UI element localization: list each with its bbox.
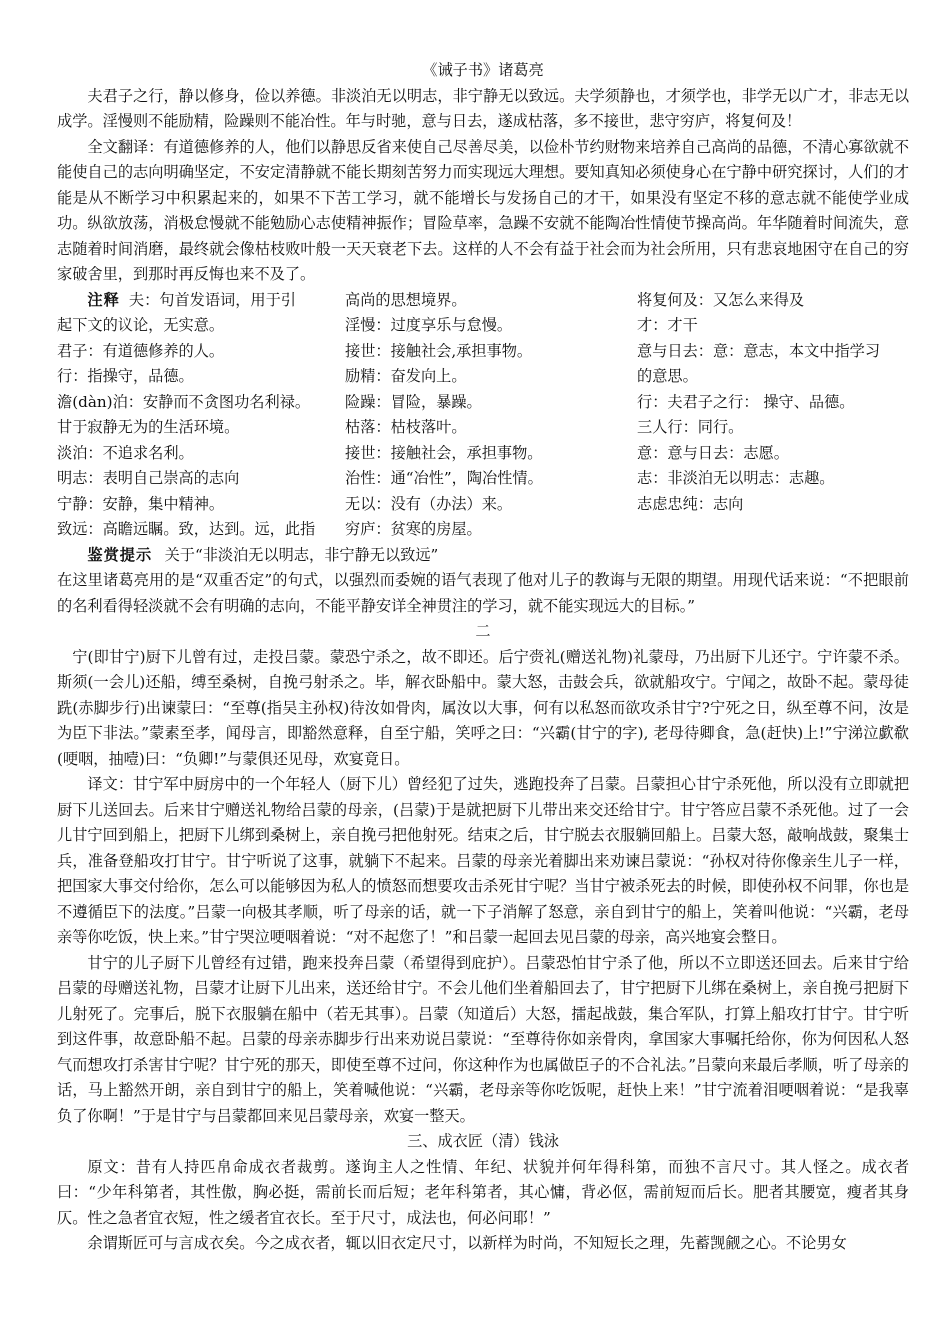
note-line: 高尚的思想境界。 [345, 290, 467, 309]
note-line: 意与日去：意：意志，本文中指学习 [637, 341, 880, 360]
document-page [57, 58, 909, 1257]
note-line: 甘于寂静无为的生活环境。 [57, 418, 240, 436]
note-line: 志虑忠纯：志向 [637, 494, 744, 513]
section1-title: 《诫子书》诸葛亮 [422, 61, 544, 79]
note-line: 淡泊：不追求名利。 [57, 443, 194, 462]
note-line: 志：非淡泊无以明志：志趣。 [637, 469, 835, 487]
note-line: 致远：高瞻远瞩。致，达到。远，此指 [57, 520, 316, 538]
note-line: 宁静：安静，集中精神。 [57, 494, 225, 513]
notes-column-2 [345, 288, 637, 543]
appreciation-body: 在这里诸葛亮用的是“双重否定”的句式，以强烈而委婉的语气表现了他对儿子的教诲与无限的期望。用现代话来说：“不把眼前的名利看得轻淡就不会有明确的志向，不能平静安详全神贯注的学习，就不能实现远大的目标。” [57, 571, 909, 615]
section2-translation-1: 译文：甘宁军中厨房中的一个年轻人（厨下儿）曾经犯了过失，逃跑投奔了吕蒙。吕蒙担心甘宁杀死他，所以没有立即就把厨下儿送回去。后来甘宁赠送礼物给吕蒙的母亲，(吕蒙)于是就把厨下儿带出来交还给甘宁。甘宁答应吕蒙不杀死他。过了一会儿甘宁回到船上，把厨下儿绑到桑树上，亲自挽弓把他射死。结束之后，甘宁脱去衣服躺回船上。吕蒙大怒，敲响战鼓，聚集士兵，准备登船攻打甘宁。甘宁听说了这事，就躺下不起来。吕蒙的母亲光着脚出来劝谏吕蒙说：“孙权对待你像亲生儿子一样，把国家大事交付给你，怎么可以能够因为私人的愤怒而想要攻击杀死甘宁呢？当甘宁被杀死去的时候，即使孙权不问罪，你也是不遵循臣下的法度。”吕蒙一向极其孝顺，听了母亲的话，就一下子消解了怒意，亲自到甘宁的船上，笑着叫他说：“兴霸，老母亲等你吃饭，快上来。”甘宁哭泣哽咽着说：“对不起您了！”和吕蒙一起回去见吕蒙的母亲，高兴地宴会整日。 [57, 775, 909, 946]
note-line: 接世：接触社会,承担事物。 [345, 341, 533, 360]
note-line: 淫慢：过度享乐与怠慢。 [345, 316, 513, 334]
note-line: 接世：接触社会，承担事物。 [345, 443, 543, 462]
section2-title: 二 [475, 622, 491, 640]
note-line: 三人行：同行。 [637, 418, 744, 436]
notes-label: 注释 [87, 290, 120, 309]
section1-translation: 全文翻译：有道德修养的人，他们以静思反省来使自己尽善尽美，以俭朴节约财物来培养自己高尚的品德，不清心寡欲就不能使自己的志向明确坚定，不安定清静就不能长期刻苦努力而实现远大理想。要知真知必须使身心在宁静中研究探讨，人们的才能是从不断学习中积累起来的，如果不下苦工学习，就不能增长与发扬自己的才干，如果没有坚定不移的意志就不能使学业成功。纵欲放荡，消极怠慢就不能勉励心志使精神振作；冒险草率，急躁不安就不能陶冶性情使节操高尚。年华随着时间流失，意志随着时间消磨，最终就会像枯枝败叶般一天天衰老下去。这样的人不会有益于社会而为社会所用，只有悲哀地困守在自己的穷家破舍里，到那时再反悔也来不及了。 [57, 137, 909, 283]
section3-original-text: 原文：昔有人持匹帛命成衣者裁剪。遂询主人之性情、年纪、状貌并何年得科第，而独不言尺寸。其人怪之。成衣者曰：“少年科第者，其性傲，胸必挺，需前长而后短；老年科第者，其心慵，背必伛，需前短而后长。肥者其腰宽，瘦者其身仄。性之急者宜衣短，性之缓者宜衣长。至于尺寸，成法也，何必问耶！” [57, 1157, 909, 1227]
note-line: 才：才干 [637, 316, 698, 334]
section3-title: 三、成衣匠（清）钱泳 [407, 1132, 559, 1150]
notes-table [57, 288, 909, 543]
section2-translation-2: 甘宁的儿子厨下儿曾经有过错，跑来投奔吕蒙（希望得到庇护）。吕蒙恐怕甘宁杀了他，所以不立即送还回去。后来甘宁给吕蒙的母赠送礼物，吕蒙才让厨下儿出来，送还给甘宁。不会儿他们坐着船回去了，甘宁把厨下儿绑在桑树上，亲自挽弓把厨下儿射死了。完事后，脱下衣服躺在船中（若无其事）。吕蒙（知道后）大怒，擂起战鼓，集合军队，打算上船攻打甘宁。甘宁听到这件事，故意卧船不起。吕蒙的母亲赤脚步行出来劝说吕蒙说：“至尊待你如亲骨肉，拿国家大事嘱托给你，你为何因私人怒气而想攻打杀害甘宁呢？甘宁死的那天，即使至尊不过问，你这种作为也属做臣子的不合礼法。”吕蒙向来最后孝顺，听了母亲的话，马上豁然开朗，亲自到甘宁的船上，笑着喊他说：“兴霸，老母亲等你吃饭呢，赶快上来！”甘宁流着泪哽咽着说：“是我辜负了你啊！”于是甘宁与吕蒙都回来见吕蒙母亲，欢宴一整天。 [57, 953, 909, 1125]
note-line: 注释 夫：句首发语词，用于引 [87, 290, 296, 309]
note-line: 澹(dàn)泊：安静而不贪图功名利禄。 [57, 392, 311, 411]
notes-column-3 [637, 288, 909, 543]
appreciation-label: 鉴赏提示 [87, 545, 153, 564]
appreciation-heading [57, 543, 909, 569]
note-line: 将复何及：又怎么来得及 [637, 290, 805, 309]
notes-column-1 [57, 288, 345, 543]
note-line: 行：夫君子之行： 操守、品德。 [637, 392, 855, 411]
note-line: 励精：奋发向上。 [345, 367, 467, 385]
note-line: 明志：表明自己崇高的志向 [57, 469, 240, 487]
note-line: 的意思。 [637, 367, 698, 385]
section1-original-text: 夫君子之行，静以修身，俭以养德。非淡泊无以明志，非宁静无以致远。夫学须静也，才须学也，非学无以广才，非志无以成学。淫慢则不能励精，险躁则不能冶性。年与时驰，意与日去，遂成枯落，多不接世，悲守穷庐，将复何及！ [57, 86, 909, 130]
note-line: 起下文的议论，无实意。 [57, 316, 225, 334]
note-line: 穷庐：贫寒的房屋。 [345, 520, 482, 538]
note-line: 险躁：冒险，暴躁。 [345, 392, 482, 411]
note-line: 治性：通“冶性”，陶冶性情。 [345, 469, 543, 487]
note-line: 无以：没有（办法）来。 [345, 494, 513, 513]
note-line: 行：指操守，品德。 [57, 367, 194, 385]
section3-commentary: 余谓斯匠可与言成衣矣。今之成衣者，辄以旧衣定尺寸，以新样为时尚，不知短长之理，先蓄觊觎之心。不论男女 [87, 1234, 847, 1252]
note-line: 枯落：枯枝落叶。 [345, 418, 467, 436]
note-line: 意：意与日去：志愿。 [637, 443, 789, 462]
section2-original-text: 宁(即甘宁)厨下儿曾有过，走投吕蒙。蒙恐宁杀之，故不即还。后宁赍礼(赠送礼物)礼蒙母，乃出厨下儿还宁。宁许蒙不杀。斯须(一会儿)还船，缚至桑树，自挽弓射杀之。毕，解衣卧船中。蒙大怒，击鼓会兵，欲就船攻宁。宁闻之，故卧不起。蒙母徒跣(赤脚步行)出谏蒙曰：“至尊(指吴主孙权)待汝如骨肉，属汝以大事，何有以私怒而欲攻杀甘宁?宁死之日，纵至尊不问，汝是为臣下非法。”蒙素至孝，闻母言，即豁然意释，自至宁船，笑呼之曰：“兴霸(甘宁的字), 老母待卿食，急(赶快)上!”宁涕泣歔欷(哽咽，抽噎)曰：“负卿!”与蒙俱还见母，欢宴竟日。 [57, 647, 909, 768]
note-line: 君子：有道德修养的人。 [57, 341, 225, 360]
appreciation-topic: 关于“非淡泊无以明志，非宁静无以致远” [164, 545, 439, 564]
note-line [637, 517, 909, 543]
